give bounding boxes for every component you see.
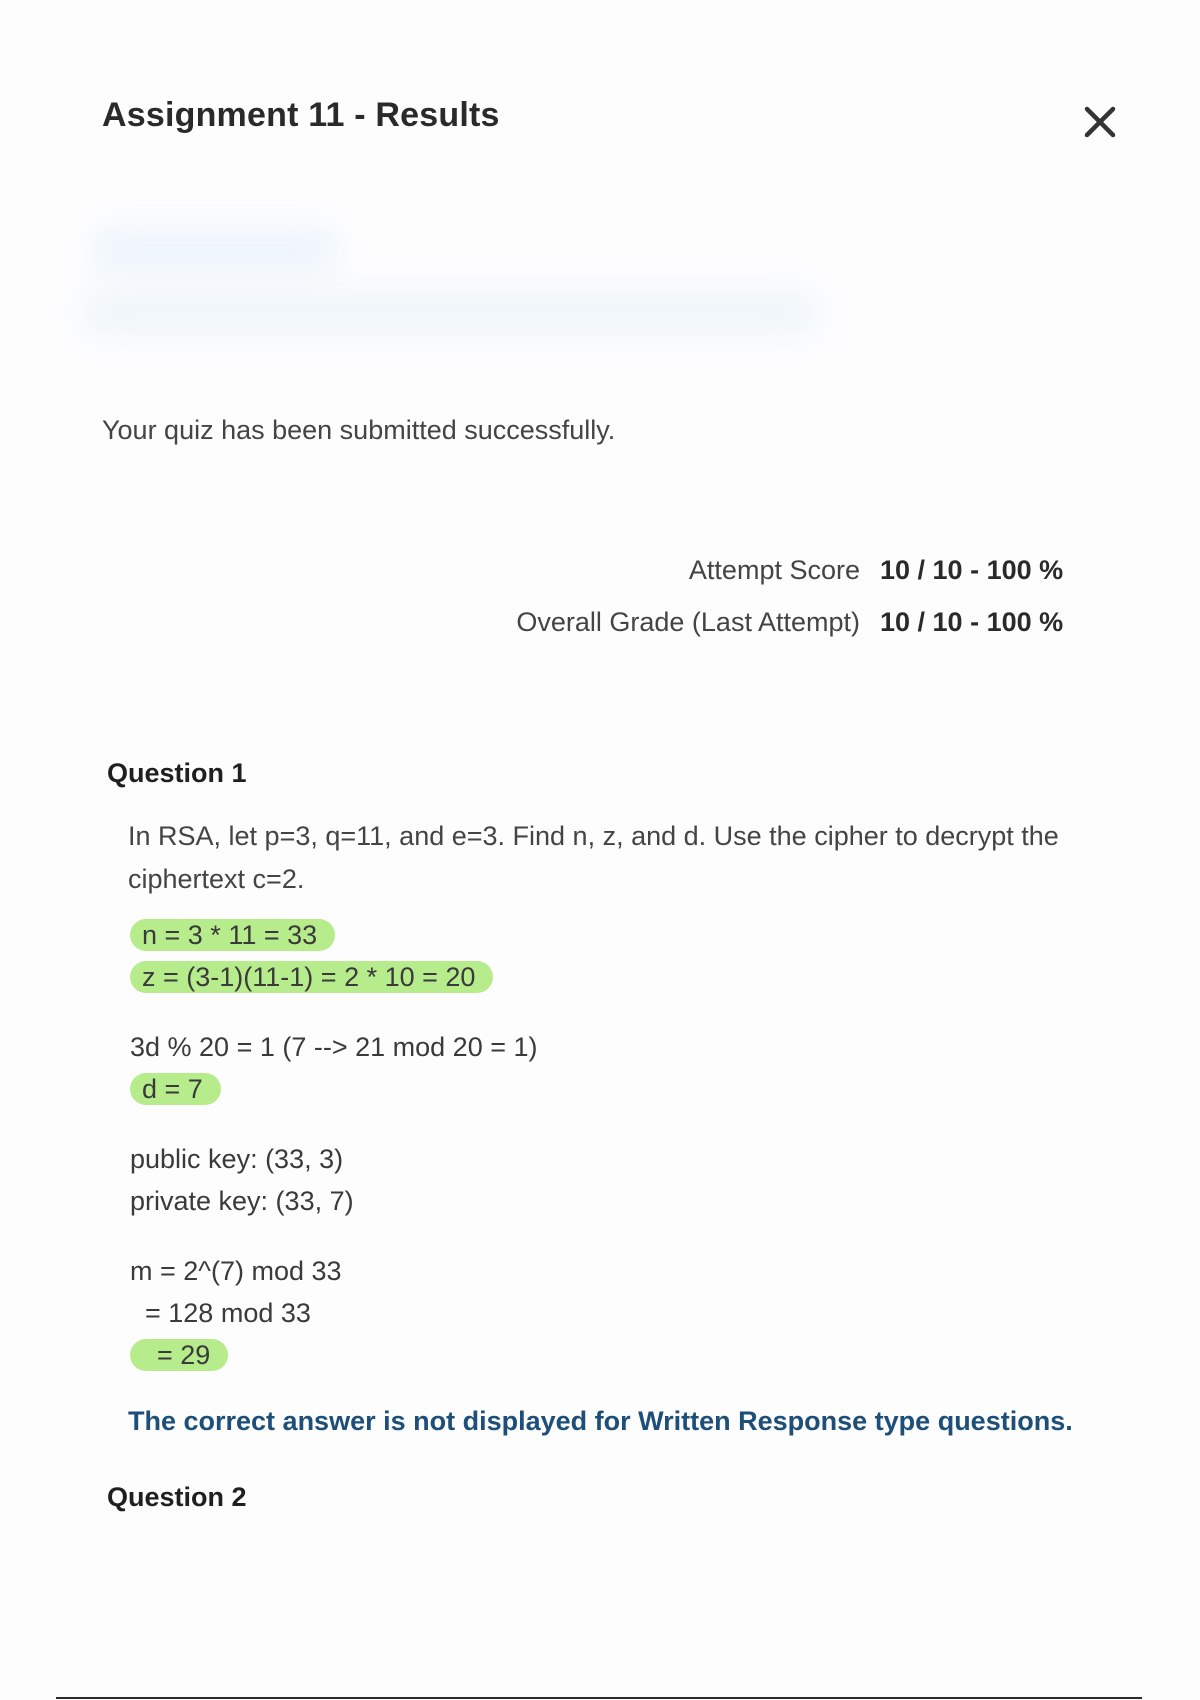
answer-text: 3d % 20 = 1 (7 --> 21 mod 20 = 1) (130, 1032, 538, 1062)
answer-line (130, 1068, 538, 1110)
written-response-notice: The correct answer is not displayed for Written Response type questions. (128, 1406, 1073, 1436)
highlighted-answer-text: n = 3 * 11 = 33 (130, 919, 335, 951)
answer-line (130, 1180, 538, 1222)
answer-line (130, 1138, 538, 1180)
answer-line (130, 956, 538, 998)
answer-line (130, 1334, 538, 1376)
attempt-score-label: Attempt Score (688, 555, 860, 585)
attempt-score-row (516, 555, 1086, 607)
answer-text: m = 2^(7) mod 33 (130, 1256, 342, 1286)
highlighted-answer-text: d = 7 (130, 1073, 221, 1105)
answer-text: = 128 mod 33 (130, 1298, 311, 1328)
question-1-prompt: In RSA, let p=3, q=11, and e=3. Find n, z, and d. Use the cipher to decrypt the ciphertext c=2. (128, 821, 1059, 894)
question-2-title: Question 2 (107, 1482, 247, 1512)
answer-line (130, 914, 538, 956)
attempt-score-value: 10 / 10 - 100 % (880, 555, 1064, 585)
highlighted-answer-text: z = (3-1)(11-1) = 2 * 10 = 20 (130, 961, 493, 993)
answer-line (130, 1292, 538, 1334)
answer-line (130, 1026, 538, 1068)
redacted-region (80, 205, 840, 355)
overall-grade-label: Overall Grade (Last Attempt) (516, 607, 860, 637)
answer-line (130, 1250, 538, 1292)
score-summary (516, 555, 1086, 659)
question-1-answer (130, 914, 538, 1376)
overall-grade-value: 10 / 10 - 100 % (880, 607, 1064, 637)
close-button[interactable] (1078, 100, 1122, 144)
bottom-divider (56, 1697, 1142, 1699)
close-icon[interactable] (1078, 100, 1122, 144)
highlighted-answer-text: = 29 (130, 1339, 228, 1371)
overall-grade-row (516, 607, 1086, 659)
question-1-title: Question 1 (107, 758, 247, 788)
page-title: Assignment 11 - Results (102, 96, 500, 134)
submission-message: Your quiz has been submitted successfully. (102, 415, 616, 445)
answer-text: private key: (33, 7) (130, 1186, 354, 1216)
answer-text: public key: (33, 3) (130, 1144, 344, 1174)
